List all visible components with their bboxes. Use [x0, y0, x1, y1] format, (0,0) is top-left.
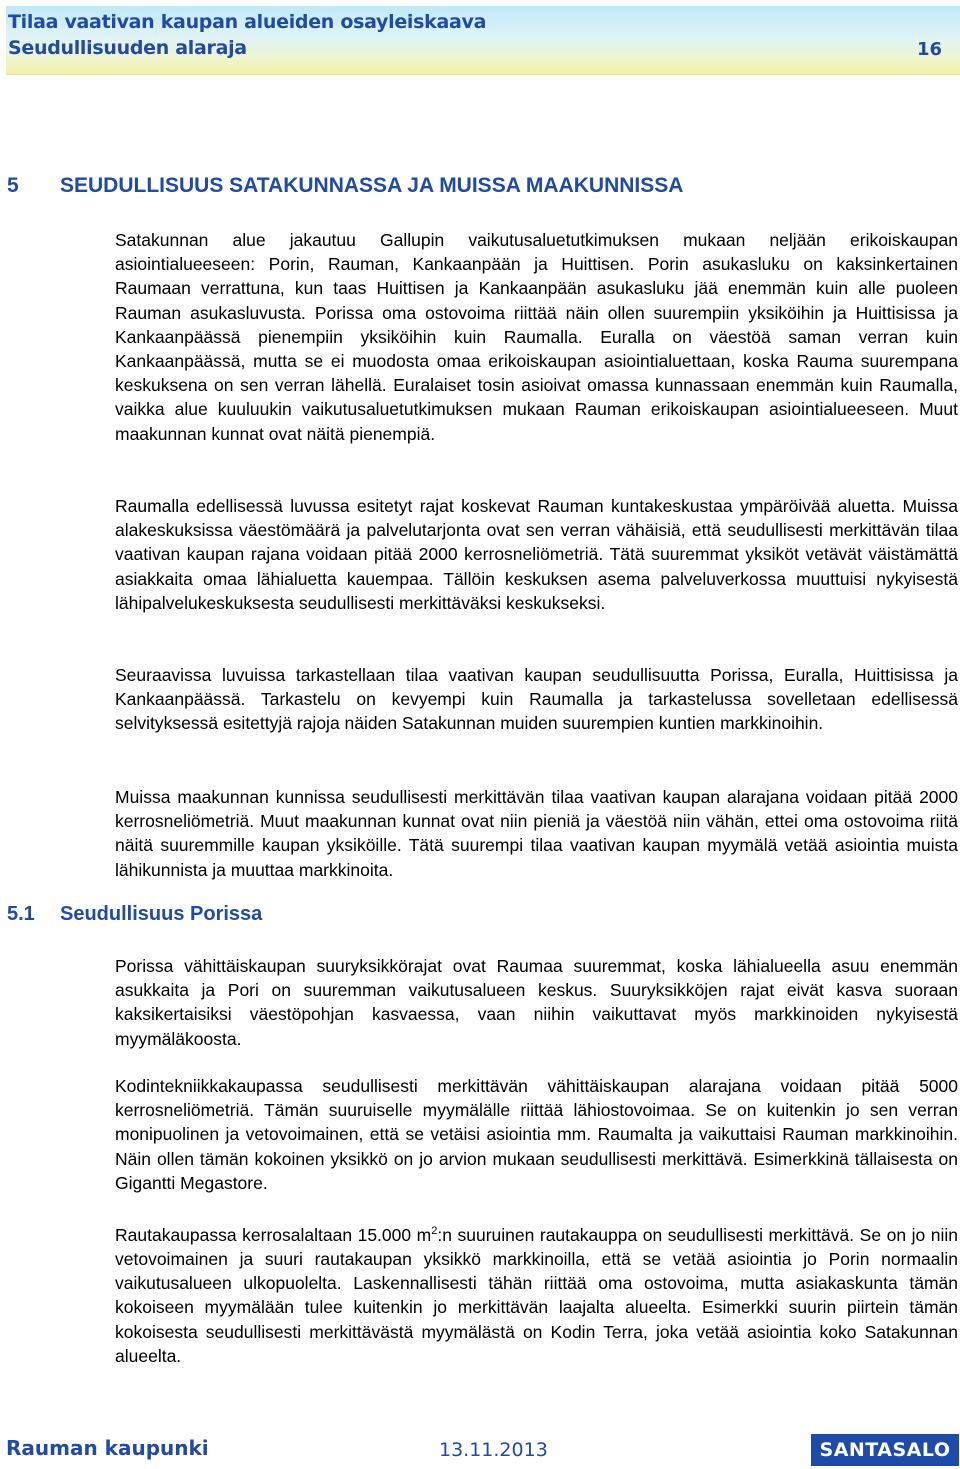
paragraph-1: Satakunnan alue jakautuu Gallupin vaikutusaluetutkimuksen mukaan neljään erikoiskaupan asiointialueeseen: Porin, Rauman, Kankaanpään ja Huittisen. Porin asukasluku on kaksinkertainen Raumaan verrattuna, kun taas Huittisen ja Kankaanpään asukasluku jää enemmän kuin alle puoleen Rauman asukasluvusta. Porissa oma ostovoima riittää näin ollen suurempiin yksiköihin ja Huittisissa ja Kankaanpäässä pienempiin yksiköihin kuin Raumalla. Euralla on väestöä saman verran kuin Kankaanpäässä, mutta se ei muodosta omaa erikoiskaupan asiointialuettaan, koska Rauma suurempana keskuksena on sen verran lähellä. Euralaiset tosin asioivat omassa kunnassaan enemmän kuin Raumalla, vaikka alue kuuluukin vaikutusaluetutkimuksen mukaan Rauman erikoiskaupan asiointialueeseen. Muut maakunnan kunnat ovat näitä pienempiä. — [115, 230, 958, 444]
paragraph-4: Muissa maakunnan kunnissa seudullisesti merkittävän tilaa vaativan kaupan alarajana voidaan pitää 2000 kerrosneliömetriä. Muut maakunnan kunnat ovat niin pieniä ja väestöä niin vähän, ettei oma ostovoima riitä näitä suuremmille kaupan yksiköille. Tätä suurempi tilaa vaativan kaupan myymälä vetää asiointia muista lähikunnista ja muuttaa markkinoita. — [115, 787, 958, 880]
paragraph-7-part-a: Rautakaupassa kerrosalaltaan 15.000 m — [115, 1224, 432, 1245]
superscript-2: 2 — [431, 1225, 438, 1237]
section-title: SEUDULLISUUS SATAKUNNASSA JA MUISSA MAAKUNNISSA — [60, 174, 684, 197]
santasalo-logo — [811, 1434, 959, 1466]
document-subtitle: Seudullisuuden alaraja — [8, 37, 247, 59]
footer-date: 13.11.2013 — [439, 1439, 548, 1461]
paragraph-3: Seuraavissa luvuissa tarkastellaan tilaa vaativan kaupan seudullisuutta Porissa, Euralla, Huittisissa ja Kankaanpäässä. Tarkastelu on kevyempi kuin Raumalla ja tarkastelussa sovelletaan edellisessä selvityksessä esitettyjä rajoja näiden Satakunnan muiden suurempien kuntien markkinoihin. — [115, 665, 958, 734]
paragraph-5: Porissa vähittäiskaupan suuryksikkörajat ovat Raumaa suuremmat, koska lähialueella asuu enemmän asukkaita ja Pori on suuremman vaikutusalueen keskus. Suuryksikköjen rajat eivät kasva suoraan kaksikertaisiksi väestöpohjan kasvaessa, vaan niihin vaikuttavat myös markkinoiden nykyisestä myymäläkoosta. — [115, 956, 958, 1049]
logo-text: SANTASALO — [819, 1439, 951, 1461]
page-header — [6, 6, 960, 75]
paragraph-2: Raumalla edellisessä luvussa esitetyt rajat koskevat Rauman kuntakeskustaa ympäröivää aluetta. Muissa alakeskuksissa väestömäärä ja palvelutarjonta ovat sen verran vähäisiä, että seudullisesti merkittävän tilaa vaativan kaupan rajana voidaan pitää 2000 kerrosneliömetriä. Tätä suuremmat yksiköt vetävät väistämättä asiakkaita omaa lähialuetta kauempaa. Tällöin keskuksen asema palveluverkossa muuttuisi nykyisestä lähipalvelukeskuksesta seudullisesti merkittäväksi keskukseksi. — [115, 496, 958, 613]
paragraph-6: Kodintekniikkakaupassa seudullisesti merkittävän vähittäiskaupan alarajana voidaan pitää 5000 kerrosneliömetriä. Tämän suuruiselle myymälälle riittää lähiostovoimaa. Se on kuitenkin jo sen verran monipuolinen ja vetovoimainen, että se vetäisi asiointia mm. Raumalta ja vaikuttaisi Rauman markkinoihin. Näin ollen tämän kokoinen yksikkö on jo arvion mukaan seudullisesti merkittävä. Esimerkkinä tällaisesta on Gigantti Megastore. — [115, 1076, 958, 1193]
page-number: 16 — [916, 39, 942, 60]
subsection-heading — [7, 903, 262, 926]
paragraph-7-part-b: :n suuruinen rautakauppa on seudullisesti merkittävä. Se on jo niin vetovoimainen ja suuri rautakaupan yksikkö markkinoilla, että se vetää asiointia jo Porin normaalin vaikutusalueen ulkopuolelta. Laskennallisesti tähän riittää oma ostovoima, mutta asiakaskunta tämän kokoiseen myymälään tulee kuitenkin jo merkittävän laajalta alueelta. Esimerkki suurin piirtein tämän kokoisesta seudullisesti merkittävästä myymälästä on Kodin Terra, joka vetää asiointia koko Satakunnan alueelta. — [115, 1224, 958, 1366]
footer-client: Rauman kaupunki — [6, 1436, 209, 1460]
section-heading — [7, 174, 683, 198]
section-number: 5 — [7, 174, 19, 197]
paragraph-7 — [115, 1219, 958, 1368]
subsection-title: Seudullisuus Porissa — [60, 903, 263, 925]
document-title: Tilaa vaativan kaupan alueiden osayleiskaava — [8, 11, 487, 33]
subsection-number: 5.1 — [7, 903, 35, 925]
